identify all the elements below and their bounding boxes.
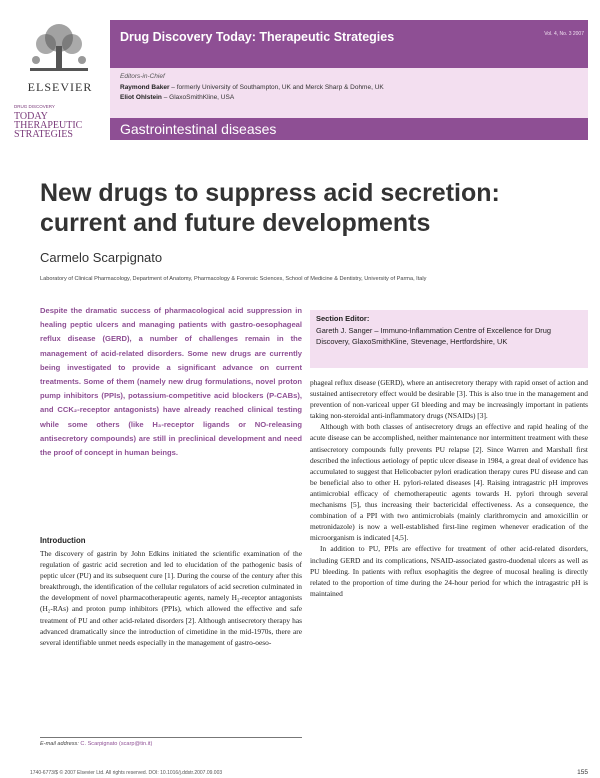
- editor-detail: – GlaxoSmithKline, USA: [161, 94, 235, 101]
- editor-name: Eliot Ohlstein: [120, 94, 162, 101]
- email-value[interactable]: C. Scarpignato (scarp@tin.it): [80, 741, 153, 747]
- volume-info: Vol. 4, No. 3 2007: [544, 31, 584, 37]
- body-paragraph: phageal reflux disease (GERD), where an antisecretory therapy with rapid onset of action and sustained antisecretory effect would be desirable [3]. This is also true in the management and prevention of non-variceal upper GI bleeding and may be increasingly important in patients taking non-steroidal anti-inflammatory drugs (NSAIDs) [3].: [310, 378, 588, 421]
- author-affiliation: Laboratory of Clinical Pharmacology, Department of Anatomy, Pharmacology & Forensic Sciences, School of Medicine & Dentistry, University of Parma, Italy: [40, 276, 427, 282]
- page-number: 155: [577, 769, 588, 776]
- body-column-left: [40, 548, 302, 648]
- section-title: Gastrointestinal diseases: [120, 121, 277, 137]
- editors-band: [110, 68, 588, 118]
- body-column-right: [310, 377, 588, 599]
- publisher-name: ELSEVIER: [27, 80, 93, 94]
- introduction-heading: Introduction: [40, 536, 86, 545]
- body-paragraph: In addition to PU, PPIs are effective for treatment of other acid-related disorders, including GERD and its complications, NSAID-associated gastro-duodenal ulcers as well as PU bleeding. In patients with reflux esophagitis the degree of mucosal healing is directly related to the proportion of time during the 24-hour period for which the intragastric pH is maintained: [310, 544, 588, 598]
- editor-detail: – formerly University of Southampton, UK and Merck Sharp & Dohme, UK: [169, 84, 384, 91]
- body-paragraph: The discovery of gastrin by John Edkins initiated the scientific examination of the regulation of gastric acid secretion and led to elucidation of the pathogenic basis of peptic ulcer (PU) and its subsequent cure [1]. During the course of the century after this breakthrough, the identification of the cellular regulators of acid secretion culminated in the development of novel pharmacotherapeutic agents, namely H₂-receptor antagonists (H₂-RAs) and proton pump inhibitors (PPIs), which allowed the effective and safe treatment of PU and other acid-related disorders [2]. Although antisecretory therapy has advanced dramatically since the introduction of cimetidine in the mid-1970s, there are several identifiable unmet needs especially in the management of gastro-oeso-: [40, 549, 302, 647]
- journal-logo-line: THERAPEUTIC: [14, 120, 83, 131]
- editor-line: [120, 94, 234, 101]
- email-footnote: [40, 737, 302, 747]
- article-title: New drugs to suppress acid secretion: current and future developments: [40, 179, 500, 237]
- editors-in-chief-label: Editors-in-Chief: [120, 73, 165, 80]
- body-paragraph: Although with both classes of antisecretory drugs an effective and rapid healing of the acute disease can be accomplished, neither maintenance nor intermittent treatment with these antisecretory compounds fully prevents PU relapse [2]. Since Warren and Marshall first described the infectious aetiology of peptic ulcer disease in 1984, a great deal of evidence has accumulated to suggest that Helicobacter pylori eradication therapy cures PU disease and can be beneficial also to other H. pylori-related diseases [4]. Raising intragastric pH improves antimicrobial efficacy of chemotherapeutic agents towards H. pylori through several mechanisms [5], thus increasing their bactericidal effectiveness. As a consequence, the combination of a PPI with two antimicrobials (mainly clarithromycin and amoxicillin or metronidazole) is now a well-established first-line regimen whenever eradication of the microorganism is indicated [4,5].: [310, 422, 588, 543]
- editor-line: [120, 84, 384, 91]
- journal-title: Drug Discovery Today: Therapeutic Strategies: [120, 30, 395, 44]
- email-label: E-mail address:: [40, 741, 79, 747]
- journal-logo-small-text: DRUG DISCOVERY: [14, 104, 55, 109]
- section-editor-label: Section Editor:: [316, 314, 370, 323]
- journal-logo-line: STRATEGIES: [14, 129, 73, 140]
- elsevier-tree-logo-icon: [22, 20, 96, 74]
- footer-copyright-doi: 1740-6773/$ © 2007 Elsevier Ltd. All rights reserved. DOI: 10.1016/j.ddstr.2007.09.003: [30, 770, 223, 776]
- abstract: Despite the dramatic success of pharmacological acid suppression in healing peptic ulcers and managing patients with gastro-oesophageal reflux disease (GERD), a number of challenges remain in the management of acid-related disorders. Some new drugs are currently being investigated to provide a significant advance on current treatments. Some of them (namely new drug formulations, novel proton pump inhibitors (PPIs), potassium-competitive acid blockers (P-CABs), and CCK₂-receptor antagonists) have already reached clinical testing while some others (like H₃-receptor ligands or NO-releasing antisecretory compounds) are still in preclinical development and need the proof of concept in human beings.: [40, 306, 302, 458]
- article-author: Carmelo Scarpignato: [40, 250, 163, 265]
- journal-logo: [14, 108, 106, 139]
- journal-logo-line: TODAY: [14, 111, 48, 122]
- section-editor-text: Gareth J. Sanger – Immuno-Inflammation Centre of Excellence for Drug Discovery, GlaxoSmithKline, Stevenage, Hertfordshire, UK: [316, 326, 551, 346]
- editor-name: Raymond Baker: [120, 84, 170, 91]
